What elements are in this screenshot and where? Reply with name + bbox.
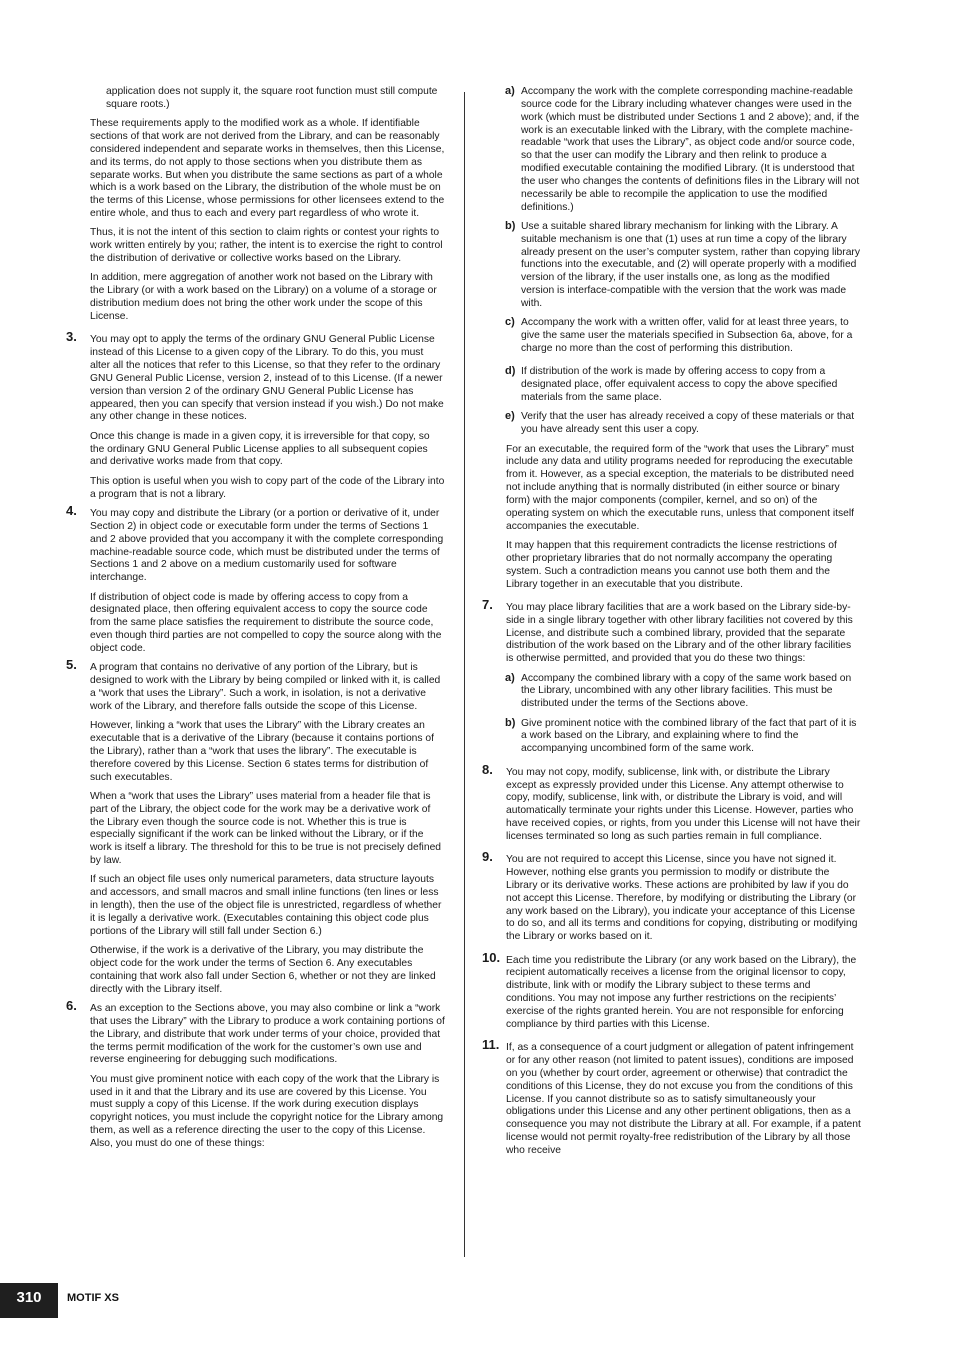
section-number: 10. xyxy=(482,949,501,965)
section-number: 9. xyxy=(482,849,493,865)
section-11 xyxy=(482,1037,861,1158)
section-number: 6. xyxy=(66,998,77,1013)
item-letter: e) xyxy=(505,410,515,423)
item-7a-text: Accompany the combined library with a copy of the same work based on the Library, uncombined with any other library facilities. This must be distributed under the terms of the Sections above. xyxy=(521,672,852,710)
section-10-paragraph-1: Each time you redistribute the Library (or any work based on the Library), the recipient automatically receives a license from the original licensor to copy, distribute, link with or modify the Library subject to these terms and conditions. You may not impose any further restrictions on the recipients’ exercise of the rights granted herein. You are not responsible for enforcing compliance by third parties with this License. xyxy=(506,954,857,1030)
section-number: 7. xyxy=(482,596,493,612)
item-6d xyxy=(482,366,861,405)
section-6-paragraph-2: You must give prominent notice with each copy of the work that the Library is used in it and that the Library and its use are covered by this License. You must supply a copy of this License. If the work during execution displays copyright notices, you must include the copyright notice for the Library among them, as well as a reference directing the user to the copy of this License. Also, you must do one of these things: xyxy=(90,1073,444,1149)
section-3-paragraph-2: Once this change is made in a given copy, it is irreversible for that copy, so the ordinary GNU General Public License applies to all subsequent copies and derivative works made from that copy. xyxy=(90,430,430,468)
item-7b-text: Give prominent notice with the combined library of the fact that part of it is a work based on the Library, and explaining where to find the accompanying uncombined form of the same work. xyxy=(521,717,857,755)
paragraph-aggregation: In addition, mere aggregation of another work not based on the Library with the Library (or with a work based on the Library) on a volume of a storage or distribution medium does not bring the other work under the scope of this License. xyxy=(90,272,437,322)
section-number: 4. xyxy=(66,502,77,518)
item-6e-text: Verify that the user has already received a copy of these materials or that you have already sent this user a copy. xyxy=(521,411,855,436)
item-letter: a) xyxy=(505,671,515,684)
section-number: 5. xyxy=(66,657,77,673)
paragraph-requirements: These requirements apply to the modified work as a whole. If identifiable sections of that work are not derived from the Library, and can be reasonably considered independent and separate works in themselves, then this License, and its terms, do not apply to those sections when you distribute them as separate works. But when you distribute the same sections as part of a whole which is a work based on the Library, the distribution of the whole must be on the terms of this License, whose permissions for other licensees extend to the entire whole, and thus to each and every part regardless of who wrote it. xyxy=(90,118,445,220)
section-6-paragraph-4: It may happen that this requirement contradicts the license restrictions of other proprietary libraries that do not normally accompany the operating system. Such a contradiction means you cannot use both them and the Library together in an executable that you distribute. xyxy=(506,540,837,590)
item-letter: c) xyxy=(505,316,515,329)
section-6-paragraph-1: As an exception to the Sections above, you may also combine or link a “work that uses the Library” with the Library to produce a work containing portions of the Library, and distribute that work under terms of your choice, provided that the terms permit modification of the work for the customer’s own use and reverse engineering for debugging such modifications. xyxy=(90,1003,445,1066)
section-5-paragraph-1: A program that contains no derivative of any portion of the Library, but is designed to work with the Library by being compiled or linked with it, is called a “work that uses the Library”. Such a work, in isolation, is not a derivative work of the Library, and therefore falls outside the scope of this License. xyxy=(90,662,441,712)
item-6a xyxy=(482,86,861,214)
section-number: 8. xyxy=(482,761,493,777)
section-8-paragraph-1: You may not copy, modify, sublicense, link with, or distribute the Library except as expressly provided under this License. Any attempt otherwise to copy, modify, sublicense, link with, or distribute the Library is void, and will automatically terminate your rights under this License. However, parties who have received copies, or rights, from you under this License will not have their licenses terminated so long as such parties remain in full compliance. xyxy=(506,766,861,842)
section-7 xyxy=(482,596,861,666)
continued-paragraph: application does not supply it, the square root function must still compute square roots.) xyxy=(106,86,438,110)
section-9 xyxy=(482,849,861,944)
section-9-paragraph-1: You are not required to accept this License, since you have not signed it. However, nothing else grants you permission to modify or distribute the Library or its derivative works. These actions are prohibited by law if you do not accept this License. Therefore, by modifying or distributing the Library (or any work based on the Library), you indicate your acceptance of this License to do so, and all its terms and conditions for copying, distributing or modifying the Library or works based on it. xyxy=(506,854,858,943)
section-3-paragraph-1: You may opt to apply the terms of the ordinary GNU General Public License instead of this License to a given copy of the Library. To do this, you must alter all the notices that refer to this License, so that they refer to the ordinary GNU General Public License, version 2, instead of to this License. (If a newer version than version 2 of the ordinary GNU General Public License has appeared, then you can specify that version instead if you wish.) Do not make any other change in these notices. xyxy=(90,334,444,423)
item-6a-text: Accompany the work with the complete corresponding machine-readable source code for the Library including whatever changes were used in the work (which must be distributed under Sections 1 and 2 above); and, if the work is an executable linked with the Library, with the complete machine-readable “work that uses the Library”, as object code and/or source code, so that the user can modify the Library and then relink to produce a modified executable containing the modified Library. (It is understood that the user who changes the contents of definitions files in the Library will not necessarily be able to recompile the application to use the modified definitions.) xyxy=(521,86,860,213)
item-7a xyxy=(482,673,861,712)
page-number: 310 xyxy=(0,1283,58,1318)
column-divider xyxy=(464,92,465,1257)
right-column xyxy=(482,86,861,1164)
section-4-paragraph-2: If distribution of object code is made by offering access to copy from a designated place, then offering equivalent access to copy the source code from the same place satisfies the requirement to distribute the source code, even though third parties are not compelled to copy the source along with the object code. xyxy=(90,591,442,654)
item-letter: b) xyxy=(505,716,516,729)
section-6 xyxy=(66,998,446,1151)
section-3 xyxy=(66,329,446,501)
item-letter: d) xyxy=(505,365,516,378)
item-6d-text: If distribution of the work is made by offering access to copy from a designated place, offer equivalent access to copy the above specified materials from the same place. xyxy=(521,366,838,404)
section-number: 11. xyxy=(482,1037,500,1053)
section-6-paragraph-3: For an executable, the required form of the “work that uses the Library” must include any data and utility programs needed for reproducing the executable from it. However, as a special exception, the materials to be distributed need not include anything that is normally distributed (in either source or binary form) with the major components (compiler, kernel, and so on) of the operating system on which the executable runs, unless that component itself accompanies the executable. xyxy=(506,443,855,532)
section-4 xyxy=(66,502,446,656)
section-5-paragraph-5: Otherwise, if the work is a derivative of the Library, you may distribute the object code for the work under the terms of Section 6. Any executables containing that work also fall under Section 6, whether or not they are linked directly with the Library itself. xyxy=(90,945,436,995)
section-8 xyxy=(482,761,861,844)
section-5 xyxy=(66,657,446,996)
section-11-paragraph-1: If, as a consequence of a court judgment or allegation of patent infringement or for any other reason (not limited to patent issues), conditions are imposed on you (whether by court order, agreement or otherwise) that contradict the conditions of this License, they do not excuse you from the conditions of this License. If you cannot distribute so as to satisfy simultaneously your obligations under this License and any other pertinent obligations, then as a consequence you may not distribute the Library at all. For example, if a patent license would not permit royalty-free redistribution of the Library by all those who receive xyxy=(506,1042,861,1156)
item-letter: a) xyxy=(505,85,515,97)
section-3-paragraph-3: This option is useful when you wish to copy part of the code of the Library into a program that is not a library. xyxy=(90,475,445,500)
item-6e xyxy=(482,411,861,437)
paragraph-intent: Thus, it is not the intent of this section to claim rights or contest your rights to work written entirely by you; rather, the intent is to exercise the right to control the distribution of derivative or collective works based on the Library. xyxy=(90,227,443,265)
section-number: 3. xyxy=(66,329,77,345)
left-column xyxy=(66,86,446,1157)
product-name: MOTIF XS xyxy=(67,1292,119,1304)
section-5-paragraph-3: When a “work that uses the Library” uses material from a header file that is part of the Library, the object code for the work may be a derivative work of the Library even though the source code is not. Whether this is true is especially significant if the work can be linked without the Library, or if the work is itself a library. The threshold for this to be true is not precisely defined by law. xyxy=(90,790,442,867)
item-6c-text: Accompany the work with a written offer, valid for at least three years, to give the same user the materials specified in Subsection 6a, above, for a charge no more than the cost of performing this distribution. xyxy=(521,317,853,355)
section-10 xyxy=(482,949,861,1032)
item-6b-text: Use a suitable shared library mechanism for linking with the Library. A suitable mechanism is one that (1) uses at run time a copy of the library already present on the user’s computer system, rather than copying library functions into the executable, and (2) will operate properly with a modified version of the library, if the user installs one, as long as the modified version is interface-compatible with the version that the work was made with. xyxy=(521,220,861,309)
section-5-paragraph-4: If such an object file uses only numerical parameters, data structure layouts and accessors, and small macros and small inline functions (ten lines or less in length), then the use of the object file is unrestricted, regardless of whether it is legally a derivative work. (Executables containing this object code plus portions of the Library will still fall under Section 6.) xyxy=(90,874,442,937)
section-7-paragraph-1: You may place library facilities that are a work based on the Library side-by-side in a single library together with other library facilities not covered by this License, and distribute such a combined library, provided that the separate distribution of the work based on the Library and of the other library facilities is otherwise permitted, and provided that you do these two things: xyxy=(506,601,853,665)
item-7b xyxy=(482,718,861,757)
section-5-paragraph-2: However, linking a “work that uses the Library” with the Library creates an executable that is a derivative of the Library (because it contains portions of the Library), rather than a “work that uses the library”. The executable is therefore covered by this License. Section 6 states terms for distribution of such executables. xyxy=(90,720,434,783)
item-letter: b) xyxy=(505,219,516,232)
section-4-paragraph-1: You may copy and distribute the Library (or a portion or derivative of it, under Section 2) in object code or executable form under the terms of Sections 1 and 2 above provided that you accompany it with the complete corresponding machine-readable source code, which must be distributed under the terms of Sections 1 and 2 above on a medium customarily used for software interchange. xyxy=(90,507,444,584)
item-6b xyxy=(482,221,861,311)
item-6c xyxy=(482,317,861,356)
